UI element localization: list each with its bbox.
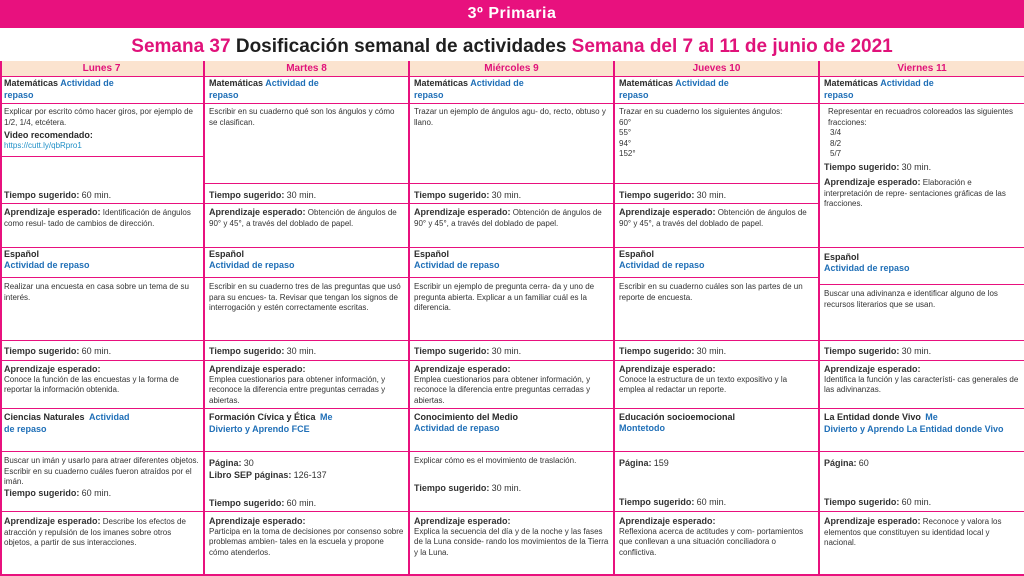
time-label: Tiempo sugerido: xyxy=(209,346,285,356)
subject-tag-cont: Divierto y Aprendo La Entidad donde Vivo xyxy=(824,423,1004,434)
spanish-subject-cell xyxy=(205,248,408,278)
subject-label: Español xyxy=(209,249,245,259)
time-value: 60 min. xyxy=(901,496,932,507)
math-time-cell xyxy=(0,184,203,204)
subject-tag: Actividad xyxy=(89,412,130,422)
math-activity-cell xyxy=(205,77,408,184)
spanish-activity-cell xyxy=(410,278,613,341)
math-time-cell xyxy=(410,184,613,204)
learning-label: Aprendizaje esperado: xyxy=(4,364,101,374)
title-main: Dosificación semanal de actividades xyxy=(235,36,567,57)
spanish-subject-cell xyxy=(820,247,1024,285)
day-column-tuesday xyxy=(205,61,410,576)
spanish-learning-cell xyxy=(615,361,818,409)
third-subject-cell xyxy=(205,409,408,452)
learning-label: Aprendizaje esperado: xyxy=(4,207,101,217)
subject-label: Ciencias Naturales xyxy=(4,412,85,422)
subject-tag: Actividad de xyxy=(880,78,934,88)
page-title xyxy=(0,33,1024,61)
learning-label: Aprendizaje esperado: xyxy=(414,207,511,217)
time-label: Tiempo sugerido: xyxy=(4,346,80,356)
third-activity-cell xyxy=(205,452,408,512)
time-value: 30 min. xyxy=(286,346,317,356)
spanish-activity-cell xyxy=(0,278,203,341)
page-label: Página: xyxy=(619,458,652,468)
time-value: 60 min. xyxy=(81,346,112,356)
learning-text: Obtención de ángulos de 90° y 45°, a través del doblado de papel. xyxy=(619,208,807,228)
third-activity-cell xyxy=(615,452,818,512)
subject-tag: Actividad de repaso xyxy=(209,259,295,270)
angle-item: 60° xyxy=(619,117,632,127)
learning-text: Explica la secuencia del día y de la noche y las fases de la Luna conside- rando los movimientos de la Tierra y la Luna. xyxy=(414,526,609,557)
day-header: Martes 8 xyxy=(205,61,408,77)
third-subject-cell xyxy=(820,409,1024,452)
math-activity-cell xyxy=(615,77,818,184)
day-column-thursday xyxy=(615,61,820,576)
time-value: 60 min. xyxy=(286,498,317,508)
activity-text: Escribir en su cuaderno cuáles son las partes de un reporte de encuesta. xyxy=(619,282,803,302)
learning-text: Participa en la toma de decisiones por consenso sobre problemas ambien- tales en la escuela y propone cómo atenderlos. xyxy=(209,526,404,557)
subject-tag-cont: repaso xyxy=(414,89,444,100)
angle-item: 94° xyxy=(619,138,632,148)
math-time-cell xyxy=(205,184,408,204)
third-activity-cell xyxy=(410,452,613,512)
subject-label: Español xyxy=(619,249,655,259)
time-value: 60 min. xyxy=(81,487,112,498)
subject-tag-cont: de repaso xyxy=(4,423,47,434)
learning-label: Aprendizaje esperado: xyxy=(209,207,306,217)
math-activity-cell xyxy=(820,77,1024,257)
activity-text: Explicar cómo es el movimiento de traslación. xyxy=(414,456,577,465)
time-label: Tiempo sugerido: xyxy=(824,161,900,172)
activity-text: Trazar en su cuaderno los siguientes ángulos: xyxy=(619,107,783,116)
subject-label: Formación Cívica y Ética xyxy=(209,412,316,422)
third-activity-cell xyxy=(0,452,203,512)
learning-text: Describe los efectos de atracción y repulsión de los imanes sobre otros objetos, a partir de sus interacciones. xyxy=(4,517,186,547)
learning-text: Emplea cuestionarios para obtener información, y reconoce la diferencia entre preguntas cerradas y abiertas. xyxy=(209,374,386,405)
subject-label: Matemáticas xyxy=(209,78,264,88)
day-column-friday xyxy=(820,61,1024,576)
grade-banner: 3º Primaria xyxy=(0,0,1024,28)
spanish-learning-cell xyxy=(205,361,408,409)
activity-text: Escribir en su cuaderno tres de las preguntas que usó para su encues- ta. Revisar que tengan los signos de interrogación y estén correctamente escritas. xyxy=(209,282,401,312)
activity-text: Representar en recuadros coloreados las siguientes fracciones: xyxy=(828,107,1013,127)
time-value: 30 min. xyxy=(491,346,522,356)
spanish-time-cell xyxy=(820,341,1024,361)
time-value: 30 min. xyxy=(696,346,727,356)
activity-text: Escribir en su cuaderno qué son los ángulos y cómo se clasifican. xyxy=(209,107,395,127)
day-header: Viernes 11 xyxy=(820,61,1024,77)
time-value: 30 min. xyxy=(491,190,522,200)
spanish-time-cell xyxy=(0,341,203,361)
time-value: 60 min. xyxy=(81,190,112,200)
third-subject-cell xyxy=(615,409,818,452)
time-label: Tiempo sugerido: xyxy=(824,496,900,507)
learning-label: Aprendizaje esperado: xyxy=(619,516,716,526)
schedule-table xyxy=(0,61,1024,576)
week-range: Semana del 7 al 11 de junio de 2021 xyxy=(571,36,893,57)
spanish-activity-cell xyxy=(615,278,818,341)
math-activity-cell xyxy=(410,77,613,184)
page-value: 159 xyxy=(653,458,669,468)
learning-text: Obtención de ángulos de 90° y 45°, a través del doblado de papel. xyxy=(414,208,602,228)
time-label: Tiempo sugerido: xyxy=(209,190,285,200)
video-label: Video recomendado: xyxy=(4,130,93,140)
time-value: 30 min. xyxy=(901,346,932,356)
activity-text: Buscar una adivinanza e identificar alguno de los recursos literarios que se usan. xyxy=(824,289,998,309)
learning-label: Aprendizaje esperado: xyxy=(209,364,306,374)
math-learning-cell xyxy=(0,204,203,248)
third-subject-cell xyxy=(410,409,613,452)
learning-label: Aprendizaje esperado: xyxy=(414,364,511,374)
subject-label: Español xyxy=(824,252,860,262)
subject-label: Español xyxy=(414,249,450,259)
time-label: Tiempo sugerido: xyxy=(414,346,490,356)
day-header: Jueves 10 xyxy=(615,61,818,77)
angle-item: 152° xyxy=(619,149,636,158)
math-activity-cell xyxy=(0,77,203,157)
learning-label: Aprendizaje esperado: xyxy=(619,364,716,374)
learning-label: Aprendizaje esperado: xyxy=(619,207,716,217)
time-label: Tiempo sugerido: xyxy=(414,190,490,200)
activity-text: Buscar un imán y usarlo para atraer diferentes objetos. Escribir en su cuaderno cuáles fueron atraídos por el imán. xyxy=(4,456,199,486)
time-value: 30 min. xyxy=(491,482,522,493)
spanish-subject-cell xyxy=(410,248,613,278)
learning-text: Identifica la función y las característi- cas generales de las adivinanzas. xyxy=(824,374,1019,394)
subject-tag-cont: repaso xyxy=(4,89,34,100)
fraction-item: 5/7 xyxy=(830,149,842,158)
third-learning-cell xyxy=(820,512,1024,576)
book-label: Libro SEP páginas: xyxy=(209,469,292,480)
third-learning-cell xyxy=(410,512,613,576)
subject-label: Matemáticas xyxy=(414,78,469,88)
math-learning-cell xyxy=(615,204,818,248)
page-label: Página: xyxy=(209,458,242,468)
time-label: Tiempo sugerido: xyxy=(4,190,80,200)
book-value: 126-137 xyxy=(293,469,327,480)
spanish-subject-cell xyxy=(615,248,818,278)
subject-tag-cont: repaso xyxy=(209,89,239,100)
subject-tag: Actividad de repaso xyxy=(4,259,90,270)
page-value: 30 xyxy=(243,458,254,468)
time-label: Tiempo sugerido: xyxy=(414,482,490,493)
subject-label: Español xyxy=(4,249,40,259)
week-label: Semana 37 xyxy=(131,36,231,57)
subject-tag-cont: repaso xyxy=(824,89,854,100)
third-learning-cell xyxy=(205,512,408,576)
subject-tag: Actividad de repaso xyxy=(414,259,500,270)
time-value: 30 min. xyxy=(696,190,727,200)
spanish-time-cell xyxy=(615,341,818,361)
third-activity-cell xyxy=(820,452,1024,512)
spanish-time-cell xyxy=(205,341,408,361)
page-value: 60 xyxy=(858,458,869,468)
day-header: Miércoles 9 xyxy=(410,61,613,77)
time-value: 30 min. xyxy=(901,161,932,172)
third-learning-cell xyxy=(615,512,818,576)
subject-tag: Me xyxy=(320,412,333,422)
activity-text: Trazar un ejemplo de ángulos agu- do, recto, obtuso y llano. xyxy=(414,107,606,127)
subject-label: Matemáticas xyxy=(824,78,879,88)
subject-label: La Entidad donde Vivo xyxy=(824,412,921,422)
time-value: 30 min. xyxy=(286,190,317,200)
day-header: Lunes 7 xyxy=(0,61,203,77)
spanish-learning-cell xyxy=(410,361,613,409)
subject-tag-cont: repaso xyxy=(619,89,649,100)
learning-label: Aprendizaje esperado: xyxy=(414,516,511,526)
learning-text: Reconoce y valora los elementos que constituyen su identidad local y nacional. xyxy=(824,517,1002,547)
video-link[interactable]: https://cutt.ly/qbRpro1 xyxy=(4,140,82,150)
third-subject-cell xyxy=(0,409,203,452)
learning-text: Reflexiona acerca de actitudes y com- portamientos que conllevan a una situación conciliadora o conflictiva. xyxy=(619,526,804,557)
day-column-monday xyxy=(0,61,205,576)
time-label: Tiempo sugerido: xyxy=(619,496,695,507)
subject-label: Conocimiento del Medio xyxy=(414,412,519,422)
subject-tag: Actividad de xyxy=(675,78,729,88)
time-label: Tiempo sugerido: xyxy=(619,346,695,356)
spanish-activity-cell xyxy=(205,278,408,341)
learning-label: Aprendizaje esperado: xyxy=(824,177,921,187)
subject-tag-cont: Divierto y Aprendo FCE xyxy=(209,423,310,434)
subject-tag: Actividad de xyxy=(265,78,319,88)
time-label: Tiempo sugerido: xyxy=(824,346,900,356)
time-label: Tiempo sugerido: xyxy=(4,487,80,498)
spanish-activity-cell xyxy=(820,285,1024,341)
learning-text: Conoce la función de las encuestas y la forma de reportar la información obtenida. xyxy=(4,374,179,394)
learning-label: Aprendizaje esperado: xyxy=(824,364,921,374)
angle-item: 55° xyxy=(619,128,632,137)
learning-text: Elaboración e interpretación de repre- sentaciones gráficas de las fracciones. xyxy=(824,178,1006,208)
subject-label: Matemáticas xyxy=(4,78,59,88)
fraction-item: 3/4 xyxy=(830,128,842,137)
subject-tag: Montetodo xyxy=(619,422,665,433)
third-learning-cell xyxy=(0,512,203,576)
math-learning-cell xyxy=(410,204,613,248)
fraction-item: 8/2 xyxy=(830,138,842,148)
spanish-subject-cell xyxy=(0,248,203,278)
learning-label: Aprendizaje esperado: xyxy=(4,516,101,526)
fractions-list xyxy=(824,128,1020,160)
subject-tag: Actividad de repaso xyxy=(414,422,500,433)
spanish-learning-cell xyxy=(0,361,203,409)
page-label: Página: xyxy=(824,458,857,468)
learning-text: Obtención de ángulos de 90° y 45°, a través del doblado de papel. xyxy=(209,208,397,228)
time-value: 60 min. xyxy=(696,496,727,507)
learning-label: Aprendizaje esperado: xyxy=(209,516,306,526)
time-label: Tiempo sugerido: xyxy=(619,190,695,200)
spanish-time-cell xyxy=(410,341,613,361)
day-column-wednesday xyxy=(410,61,615,576)
activity-text: Explicar por escrito cómo hacer giros, por ejemplo de 1/2, 1/4, etcétera. xyxy=(4,107,193,127)
activity-text: Realizar una encuesta en casa sobre un tema de su interés. xyxy=(4,282,190,302)
time-label: Tiempo sugerido: xyxy=(209,498,285,508)
subject-label: Matemáticas xyxy=(619,78,674,88)
math-time-cell xyxy=(615,184,818,204)
activity-text: Escribir un ejemplo de pregunta cerra- da y uno de pregunta abierta. Explicar a un familiar cuál es la diferencia. xyxy=(414,282,595,312)
learning-label: Aprendizaje esperado: xyxy=(824,516,921,526)
learning-text: Emplea cuestionarios para obtener información, y reconoce la diferencia entre preguntas cerradas y abiertas. xyxy=(414,374,591,405)
subject-tag: Actividad de repaso xyxy=(619,259,705,270)
subject-tag: Me xyxy=(925,412,938,422)
subject-tag: Actividad de repaso xyxy=(824,262,910,273)
spanish-learning-cell xyxy=(820,361,1024,409)
subject-tag: Actividad de xyxy=(470,78,524,88)
subject-label: Educación socioemocional xyxy=(619,412,736,422)
subject-tag: Actividad de xyxy=(60,78,114,88)
learning-text: Conoce la estructura de un texto expositivo y la emplea al redactar un reporte. xyxy=(619,374,788,394)
learning-text: Identificación de ángulos como resul- tado de cambios de dirección. xyxy=(4,208,191,228)
math-learning-cell xyxy=(205,204,408,248)
